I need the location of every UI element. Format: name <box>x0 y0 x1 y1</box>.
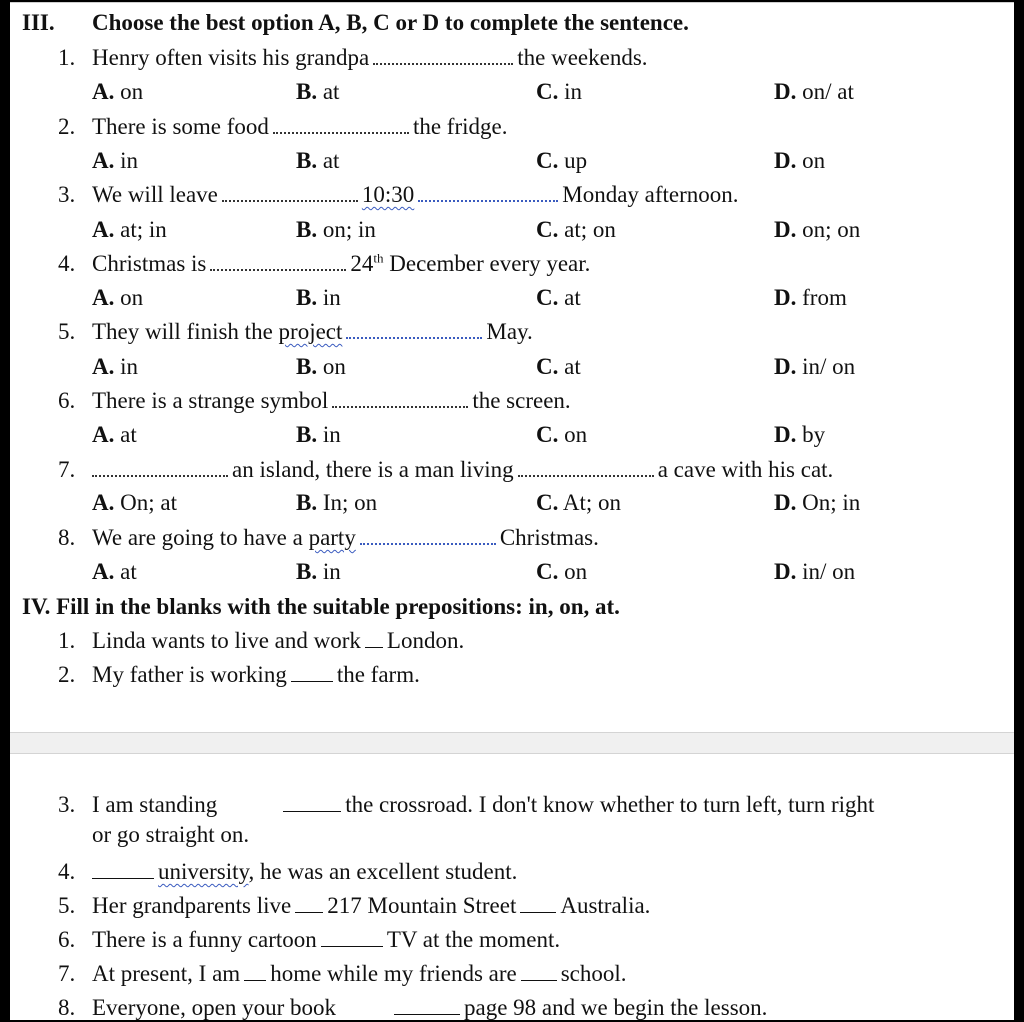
question-text <box>92 110 507 144</box>
question-text-after: the weekends. <box>517 45 648 70</box>
option-c[interactable]: C. at <box>536 354 581 379</box>
question-4 <box>10 247 1014 281</box>
answer-blank-1[interactable] <box>222 178 358 202</box>
item-number: 7. <box>58 961 76 986</box>
option-c[interactable]: C. at; on <box>536 217 616 242</box>
answer-blank[interactable] <box>273 110 409 134</box>
section-3-instruction: Choose the best option A, B, C or D to complete the sentence. <box>92 10 689 35</box>
section-3-numeral: III. <box>22 10 55 35</box>
option-a[interactable]: A. at; in <box>92 217 167 242</box>
section-3-heading <box>10 6 1014 40</box>
question-text-after: the fridge. <box>412 114 508 139</box>
option-c[interactable]: C. in <box>536 79 583 104</box>
question-text-after: Monday afternoon. <box>562 182 739 207</box>
question-3-options <box>10 213 1014 247</box>
answer-blank[interactable] <box>360 521 496 545</box>
option-c[interactable]: C. At; on <box>536 490 621 515</box>
option-a[interactable]: A. on <box>92 285 144 310</box>
fill-item-4 <box>10 855 1014 889</box>
question-2-options <box>10 144 1014 178</box>
ordinal-suffix: th <box>373 250 384 266</box>
option-c[interactable]: C. on <box>536 422 588 447</box>
question-7 <box>10 453 1014 487</box>
flagged-word: party <box>308 525 356 550</box>
worksheet-sheet-top <box>10 2 1014 732</box>
item-number: 8. <box>58 995 76 1020</box>
answer-blank-1[interactable] <box>244 958 266 981</box>
section-4-heading <box>10 590 1014 624</box>
item-text: university, he was an excellent student. <box>92 855 517 889</box>
item-text: Her grandparents live 217 Mountain Street Australia. <box>92 889 650 923</box>
answer-blank-1[interactable] <box>295 890 323 913</box>
flagged-word: project <box>278 319 343 344</box>
question-text <box>92 315 533 349</box>
option-d[interactable]: D. on/ at <box>774 79 854 104</box>
question-number: 2. <box>58 114 76 139</box>
item-number: 1. <box>58 628 76 653</box>
question-time: 10:30 <box>361 182 415 207</box>
question-number: 8. <box>58 525 76 550</box>
answer-blank[interactable] <box>92 856 154 879</box>
item-number: 3. <box>58 792 76 817</box>
question-4-options <box>10 281 1014 315</box>
fill-item-2 <box>10 658 1014 692</box>
fill-item-5 <box>10 889 1014 923</box>
question-8 <box>10 521 1014 555</box>
question-6 <box>10 384 1014 418</box>
option-b[interactable]: B. on; in <box>296 217 376 242</box>
item-text: Linda wants to live and work London. <box>92 624 464 658</box>
answer-blank-2[interactable] <box>520 890 556 913</box>
answer-blank[interactable] <box>332 384 468 408</box>
answer-blank-2[interactable] <box>518 453 654 477</box>
answer-blank[interactable] <box>365 625 383 648</box>
question-6-options <box>10 418 1014 452</box>
question-text <box>92 247 590 281</box>
option-a[interactable]: A. on <box>92 79 144 104</box>
option-d[interactable]: D. from <box>774 285 847 310</box>
question-text-after: May. <box>486 319 533 344</box>
option-c[interactable]: C. on <box>536 559 588 584</box>
option-c[interactable]: C. up <box>536 148 588 173</box>
question-text-before: We are going to have a <box>92 525 303 550</box>
fill-item-6 <box>10 923 1014 957</box>
question-text-before: Henry often visits his grandpa <box>92 45 370 70</box>
question-date: 24 <box>350 251 374 276</box>
question-text-before: Christmas is <box>92 251 207 276</box>
item-number: 2. <box>58 662 76 687</box>
top-rule <box>10 2 1014 3</box>
question-text-before: There is some food <box>92 114 269 139</box>
question-5-options <box>10 350 1014 384</box>
fill-item-3-continued <box>10 818 1014 852</box>
answer-blank-2[interactable] <box>418 178 558 202</box>
fill-item-7 <box>10 957 1014 991</box>
option-d[interactable]: D. On; in <box>774 490 861 515</box>
option-a[interactable]: A. in <box>92 354 139 379</box>
item-number: 4. <box>58 859 76 884</box>
option-b[interactable]: B. in <box>296 285 341 310</box>
answer-blank-1[interactable] <box>92 453 228 477</box>
question-number: 3. <box>58 182 76 207</box>
item-text: I am standing the crossroad. I don't know whether to turn left, turn right <box>92 788 874 822</box>
question-text-before: We will leave <box>92 182 218 207</box>
answer-blank[interactable] <box>373 41 513 65</box>
option-c[interactable]: C. at <box>536 285 581 310</box>
option-d[interactable]: D. in/ on <box>774 559 856 584</box>
question-number: 4. <box>58 251 76 276</box>
option-b[interactable]: B. in <box>296 422 341 447</box>
question-text <box>92 521 599 555</box>
question-8-options <box>10 555 1014 589</box>
item-text-continued: or go straight on. <box>92 822 250 847</box>
fill-item-1 <box>10 624 1014 658</box>
option-d[interactable]: D. by <box>774 422 826 447</box>
question-text <box>92 41 648 75</box>
question-number: 5. <box>58 319 76 344</box>
option-a[interactable]: A. at <box>92 559 137 584</box>
answer-blank[interactable] <box>394 992 460 1015</box>
flagged-word: university <box>158 859 249 884</box>
option-b[interactable]: B. in <box>296 559 341 584</box>
question-text-after: a cave with his cat. <box>657 457 834 482</box>
item-text: There is a funny cartoon TV at the moment. <box>92 923 560 957</box>
option-b[interactable]: B. In; on <box>296 490 378 515</box>
item-text: Everyone, open your book page 98 and we begin the lesson. <box>92 991 767 1020</box>
answer-blank[interactable] <box>321 924 383 947</box>
question-1 <box>10 41 1014 75</box>
question-text-before: There is a strange symbol <box>92 388 329 413</box>
item-number: 6. <box>58 927 76 952</box>
question-number: 6. <box>58 388 76 413</box>
question-text-before: They will finish the <box>92 319 273 344</box>
question-2 <box>10 110 1014 144</box>
option-b[interactable]: B. at <box>296 148 340 173</box>
question-number: 7. <box>58 457 76 482</box>
option-a[interactable]: A. in <box>92 148 139 173</box>
worksheet-sheet-bottom <box>10 754 1014 1020</box>
question-5 <box>10 315 1014 349</box>
fill-item-3 <box>10 788 1014 822</box>
answer-blank[interactable] <box>283 789 341 812</box>
option-a[interactable]: A. On; at <box>92 490 177 515</box>
section-4-instruction: IV. Fill in the blanks with the suitable prepositions: in, on, at. <box>22 594 620 619</box>
question-7-options <box>10 486 1014 520</box>
question-text <box>92 178 739 212</box>
question-text <box>92 453 833 487</box>
item-text: My father is working the farm. <box>92 658 420 692</box>
option-d[interactable]: D. on <box>774 148 826 173</box>
page-break <box>10 732 1014 754</box>
option-b[interactable]: B. at <box>296 79 340 104</box>
question-1-options <box>10 75 1014 109</box>
item-text: At present, I am home while my friends are school. <box>92 957 627 991</box>
option-d[interactable]: D. on; on <box>774 217 861 242</box>
item-number: 5. <box>58 893 76 918</box>
worksheet-page <box>10 2 1014 1020</box>
question-3 <box>10 178 1014 212</box>
question-number: 1. <box>58 45 76 70</box>
option-d[interactable]: D. in/ on <box>774 354 856 379</box>
question-text-after: Christmas. <box>499 525 599 550</box>
answer-blank[interactable] <box>210 247 346 271</box>
answer-blank[interactable] <box>291 659 333 682</box>
answer-blank[interactable] <box>346 315 482 339</box>
answer-blank-2[interactable] <box>521 958 557 981</box>
question-text-middle: an island, there is a man living <box>232 457 514 482</box>
option-a[interactable]: A. at <box>92 422 137 447</box>
question-text-after: the screen. <box>472 388 571 413</box>
fill-item-8 <box>10 991 1014 1020</box>
option-b[interactable]: B. on <box>296 354 346 379</box>
question-text-after: December every year. <box>389 251 591 276</box>
question-text <box>92 384 571 418</box>
